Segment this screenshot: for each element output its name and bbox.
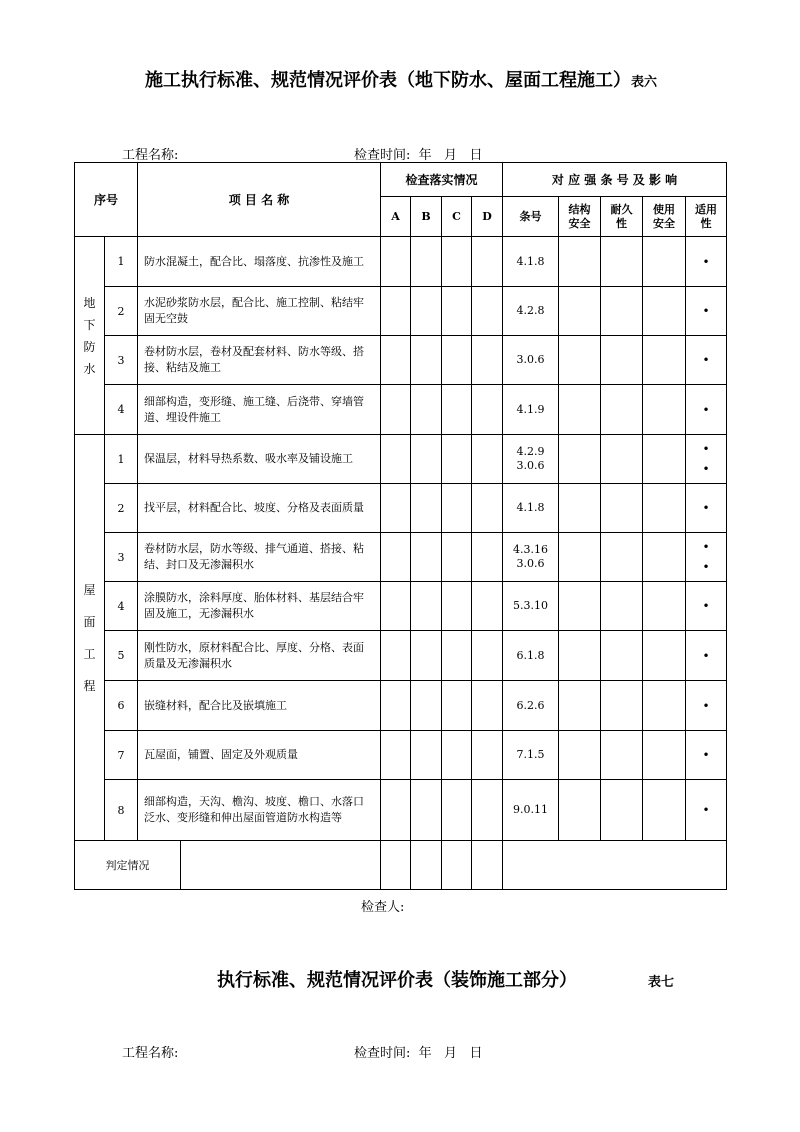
table7-check-date: 年 月 日 [418,1046,483,1061]
check-a[interactable] [381,287,411,336]
row-number: 6 [105,681,138,731]
check-a[interactable] [381,780,411,841]
judgement-cell[interactable] [181,841,380,889]
check-a[interactable] [381,731,411,780]
section-name-char: 程 [83,678,96,693]
clause-code: 9.0.11 [503,780,559,841]
structural-safety-cell[interactable] [559,385,601,435]
judgement-label: 判定情况 [75,841,181,889]
row-number: 7 [105,731,138,780]
check-b[interactable] [411,287,442,336]
check-c[interactable] [442,533,472,582]
item-name: 水泥砂浆防水层，配合比、施工控制、粘结牢固无空鼓 [138,287,381,336]
header-d: D [472,197,503,237]
structural-safety-cell[interactable] [559,287,601,336]
structural-safety-cell[interactable] [559,533,601,582]
check-b[interactable] [411,237,442,287]
header-check-status: 检查落实情况 [381,163,503,197]
item-name: 嵌缝材料，配合比及嵌填施工 [138,681,381,731]
check-a[interactable] [381,336,411,385]
table7-title-suffix: 表七 [648,975,675,990]
check-a[interactable] [381,681,411,731]
structural-safety-cell[interactable] [559,681,601,731]
check-b[interactable] [411,435,442,484]
clause-code: 4.2.8 [503,287,559,336]
structural-safety-cell[interactable] [559,336,601,385]
item-name: 卷材防水层，卷材及配套材料、防水等级、搭接、粘结及施工 [138,336,381,385]
check-c[interactable] [442,582,472,631]
check-d[interactable] [472,780,503,841]
applicability-mark: • [686,287,727,336]
row-number: 2 [105,484,138,533]
header-durability: 耐久性 [601,197,643,237]
row-number: 2 [105,287,138,336]
clause-code: 6.2.6 [503,681,559,731]
check-b[interactable] [411,780,442,841]
section-name [75,237,105,435]
clause-code: 7.1.5 [503,731,559,780]
section-name-char: 工 [83,646,96,661]
check-d[interactable] [472,533,503,582]
use-safety-cell[interactable] [643,287,686,336]
table7-title: 执行标准、规范情况评价表（装饰施工部分） [217,970,577,991]
structural-safety-cell[interactable] [559,435,601,484]
row-number: 8 [105,780,138,841]
header-b: B [411,197,442,237]
check-c[interactable] [442,484,472,533]
check-a[interactable] [381,435,411,484]
item-name: 保温层，材料导热系数、吸水率及铺设施工 [138,435,381,484]
durability-cell[interactable] [601,731,643,780]
table6-title: 施工执行标准、规范情况评价表（地下防水、屋面工程施工）表六 [145,70,658,91]
durability-cell[interactable] [601,631,643,681]
inspector-label: 检查人: [361,900,405,915]
table-row [75,533,727,582]
row-number: 1 [105,435,138,484]
check-b[interactable] [411,681,442,731]
check-d[interactable] [472,731,503,780]
applicability-mark: • [686,780,727,841]
table-row [75,435,727,484]
check-d[interactable] [472,336,503,385]
table-row [75,385,727,435]
header-applicability: 适用性 [686,197,727,237]
check-a[interactable] [381,631,411,681]
applicability-mark: • [686,385,727,435]
durability-cell[interactable] [601,780,643,841]
check-time-label: 检查时间: 年 月 日 [354,148,483,163]
table-row [75,582,727,631]
table-row [75,631,727,681]
header-use-safety: 使用安全 [643,197,686,237]
section-name-char: 防 [83,339,96,354]
structural-safety-cell[interactable] [559,582,601,631]
applicability-mark: • [686,731,727,780]
row-number: 4 [105,582,138,631]
check-d[interactable] [472,681,503,731]
clause-code: 4.1.8 [503,484,559,533]
use-safety-cell[interactable] [643,336,686,385]
table-row [75,484,727,533]
table-row [75,681,727,731]
table-row [75,731,727,780]
check-d[interactable] [472,631,503,681]
check-b[interactable] [411,336,442,385]
row-number: 3 [105,533,138,582]
durability-cell[interactable] [601,385,643,435]
durability-cell[interactable] [601,582,643,631]
use-safety-cell[interactable] [643,435,686,484]
check-a[interactable] [381,533,411,582]
row-number: 3 [105,336,138,385]
check-a[interactable] [381,484,411,533]
check-b[interactable] [411,484,442,533]
check-d[interactable] [472,237,503,287]
check-a[interactable] [381,582,411,631]
durability-cell[interactable] [601,533,643,582]
check-d[interactable] [472,582,503,631]
durability-cell[interactable] [601,237,643,287]
row-number: 1 [105,237,138,287]
header-clause-impact: 对 应 强 条 号 及 影 响 [503,163,727,197]
use-safety-cell[interactable] [643,631,686,681]
header-code: 条号 [503,197,559,237]
use-safety-cell[interactable] [643,582,686,631]
use-safety-cell[interactable] [643,780,686,841]
check-c[interactable] [442,237,472,287]
check-c[interactable] [442,385,472,435]
item-name: 涂膜防水，涂料厚度、胎体材料、基层结合牢固及施工，无渗漏积水 [138,582,381,631]
check-c[interactable] [442,435,472,484]
item-name: 防水混凝土，配合比、塌落度、抗渗性及施工 [138,237,381,287]
durability-cell[interactable] [601,484,643,533]
judgement-a[interactable] [381,841,411,890]
row-number: 5 [105,631,138,681]
applicability-mark: • [686,681,727,731]
use-safety-cell[interactable] [643,484,686,533]
clause-code: 4.2.9 3.0.6 [503,435,559,484]
section-name-char: 地 [83,295,96,310]
clause-code: 3.0.6 [503,336,559,385]
use-safety-cell[interactable] [643,681,686,731]
section-name [75,435,105,841]
clause-code: 4.1.9 [503,385,559,435]
table7-check-time-label: 检查时间: 年 月 日 [354,1046,483,1061]
header-a: A [381,197,411,237]
judgement-c[interactable] [442,841,472,890]
check-d[interactable] [472,385,503,435]
judgement-b[interactable] [411,841,442,890]
structural-safety-cell[interactable] [559,237,601,287]
section-name-char: 水 [83,361,96,376]
item-name: 瓦屋面，铺置、固定及外观质量 [138,731,381,780]
durability-cell[interactable] [601,336,643,385]
durability-cell[interactable] [601,435,643,484]
section-name-char: 屋 [83,582,96,597]
clause-code: 6.1.8 [503,631,559,681]
item-name: 刚性防水，原材料配合比、厚度、分格、表面质量及无渗漏积水 [138,631,381,681]
applicability-mark: • [686,237,727,287]
check-b[interactable] [411,385,442,435]
header-c: C [442,197,472,237]
durability-cell[interactable] [601,287,643,336]
check-c[interactable] [442,631,472,681]
item-name: 细部构造，变形缝、施工缝、后浇带、穿墙管道、埋设件施工 [138,385,381,435]
judgement-d[interactable] [472,841,503,890]
section-name-char: 面 [83,614,96,629]
check-date: 年 月 日 [418,148,483,163]
check-b[interactable] [411,582,442,631]
table-row [75,237,727,287]
item-name: 卷材防水层，防水等级、排气通道、搭接、粘结、封口及无渗漏积水 [138,533,381,582]
check-b[interactable] [411,533,442,582]
check-c[interactable] [442,780,472,841]
use-safety-cell[interactable] [643,237,686,287]
project-name-label: 工程名称: [122,148,179,163]
check-c[interactable] [442,731,472,780]
table-row [75,336,727,385]
header-seq: 序号 [75,163,138,237]
check-d[interactable] [472,287,503,336]
clause-code: 4.1.8 [503,237,559,287]
check-c[interactable] [442,287,472,336]
structural-safety-cell[interactable] [559,731,601,780]
table-row [75,780,727,841]
check-c[interactable] [442,681,472,731]
judgement-impact[interactable] [503,841,727,890]
structural-safety-cell[interactable] [559,780,601,841]
applicability-mark: • [686,336,727,385]
clause-code: 5.3.10 [503,582,559,631]
check-a[interactable] [381,385,411,435]
table6-body [75,237,727,841]
durability-cell[interactable] [601,681,643,731]
table7-project-name-label: 工程名称: [122,1046,179,1061]
use-safety-cell[interactable] [643,731,686,780]
applicability-mark: • [686,484,727,533]
evaluation-table-6 [74,162,727,890]
structural-safety-cell[interactable] [559,631,601,681]
applicability-mark: • [686,582,727,631]
row-number: 4 [105,385,138,435]
table-row [75,287,727,336]
header-structural-safety: 结构安全 [559,197,601,237]
table6-title-suffix: 表六 [631,75,658,90]
check-d[interactable] [472,484,503,533]
item-name: 找平层，材料配合比、坡度、分格及表面质量 [138,484,381,533]
header-item-name: 项 目 名 称 [138,163,381,237]
clause-code: 4.3.16 3.0.6 [503,533,559,582]
check-a[interactable] [381,237,411,287]
check-b[interactable] [411,731,442,780]
item-name: 细部构造，天沟、檐沟、坡度、檐口、水落口泛水、变形缝和伸出屋面管道防水构造等 [138,780,381,841]
applicability-mark: • [686,631,727,681]
check-b[interactable] [411,631,442,681]
check-c[interactable] [442,336,472,385]
applicability-mark: • • [686,533,727,582]
check-d[interactable] [472,435,503,484]
applicability-mark: • • [686,435,727,484]
section-name-char: 下 [83,317,96,332]
structural-safety-cell[interactable] [559,484,601,533]
use-safety-cell[interactable] [643,385,686,435]
use-safety-cell[interactable] [643,533,686,582]
